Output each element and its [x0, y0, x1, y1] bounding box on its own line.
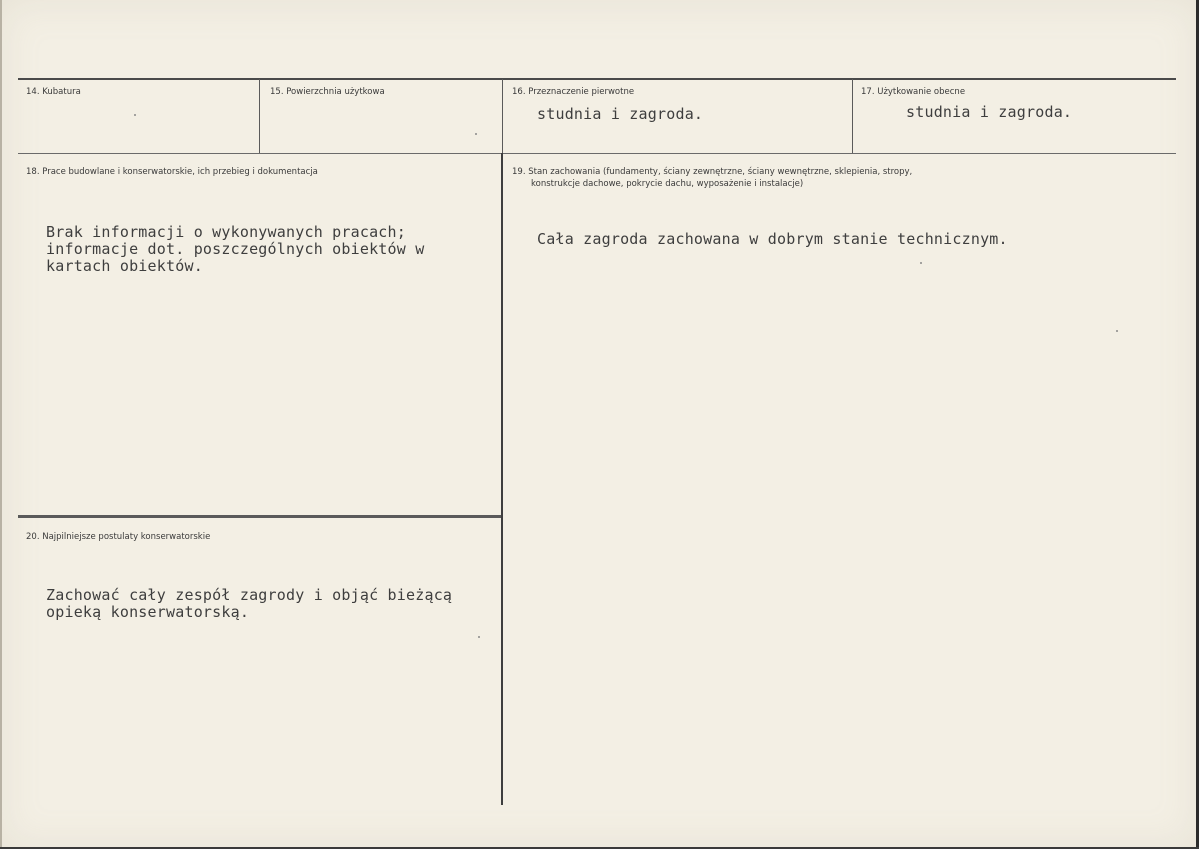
paper-speck — [1116, 330, 1118, 332]
divider-15-16 — [502, 79, 503, 153]
card-left-edge — [0, 0, 2, 849]
paper-speck — [475, 133, 477, 135]
header-row-rule — [18, 153, 1176, 154]
field-18-line-3: kartach obiektów. — [46, 257, 203, 275]
section-20-rule — [18, 515, 501, 518]
field-20-line-1: Zachować cały zespół zagrody i objąć bieżącą — [46, 586, 453, 604]
field-20-line-2: opieką konserwatorską. — [46, 603, 250, 621]
paper-speck — [478, 636, 480, 638]
field-19-label-line-1: 19. Stan zachowania (fundamenty, ściany zewnętrzne, ściany wewnętrzne, sklepienia, stropy, — [512, 167, 913, 177]
field-16-value: studnia i zagroda. — [537, 105, 704, 123]
paper-speck — [134, 114, 136, 116]
divider-16-17 — [852, 79, 853, 153]
field-17-value: studnia i zagroda. — [906, 103, 1073, 121]
main-column-divider — [501, 153, 503, 805]
field-16-label: 16. Przeznaczenie pierwotne — [512, 87, 635, 97]
paper-speck — [920, 262, 922, 264]
field-18-line-1: Brak informacji o wykonywanych pracach; — [46, 223, 406, 241]
field-19-label-line-2: konstrukcje dachowe, pokrycie dachu, wyposażenie i instalacje) — [531, 179, 804, 189]
field-15-label: 15. Powierzchnia użytkowa — [270, 87, 385, 97]
field-19-value: Cała zagroda zachowana w dobrym stanie technicznym. — [537, 230, 1008, 248]
divider-14-15 — [259, 79, 260, 153]
top-rule — [18, 78, 1176, 80]
field-17-label: 17. Użytkowanie obecne — [861, 87, 966, 97]
field-20-label: 20. Najpilniejsze postulaty konserwatorskie — [26, 532, 211, 542]
field-18-label: 18. Prace budowlane i konserwatorskie, ich przebieg i dokumentacja — [26, 167, 318, 177]
field-14-label: 14. Kubatura — [26, 87, 81, 97]
field-18-line-2: informacje dot. poszczególnych obiektów w — [46, 240, 425, 258]
